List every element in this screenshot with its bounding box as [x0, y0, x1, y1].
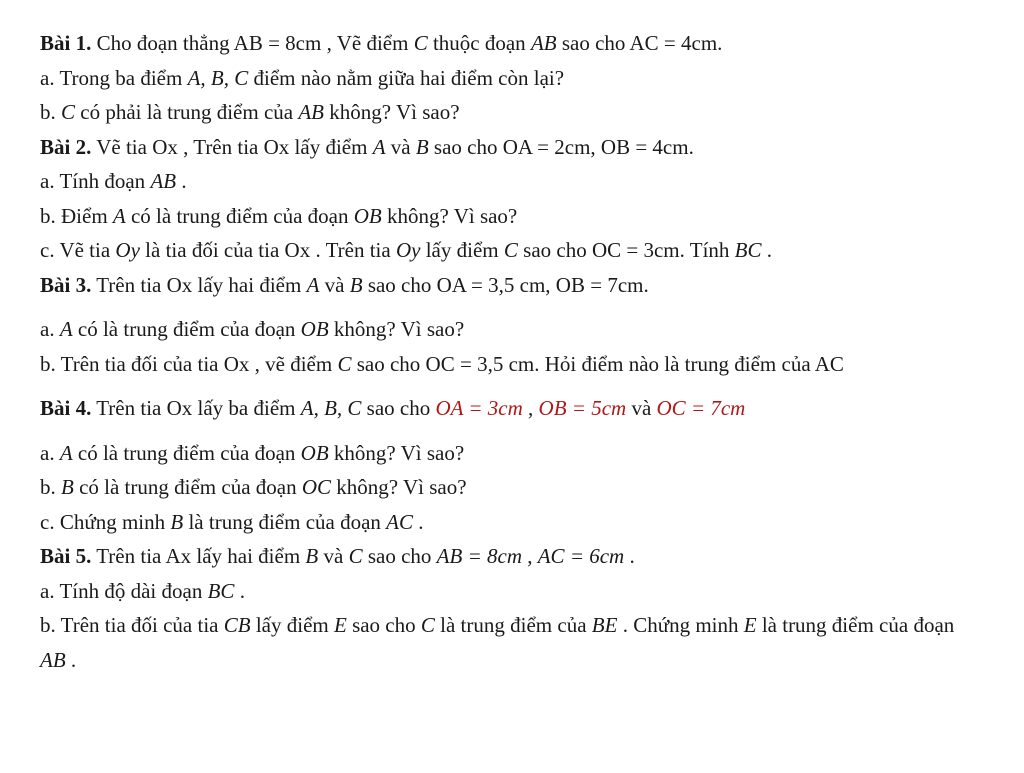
problem-2-part-b: b. Điểm A có là trung điểm của đoạn OB không? Vì sao? [40, 203, 518, 228]
problem-5-statement: Bài 5. Trên tia Ax lấy hai điểm B và C sao cho AB = 8cm , AC = 6cm . [40, 544, 635, 568]
problem-1-part-a: a. Trong ba điểm A, B, C điểm nào nằm giữa hai điểm còn lại? [40, 65, 565, 90]
problem-2-title: Bài 2. [40, 134, 92, 159]
problem-4-part-a: a. A có là trung điểm của đoạn OB không? Vì sao? [40, 440, 465, 465]
problem-4-part-c: c. Chứng minh B là trung điểm của đoạn AC . [40, 509, 424, 534]
problem-1-part-b: b. C có phải là trung điểm của AB không? Vì sao? [40, 100, 460, 124]
problem-1-statement: Bài 1. Cho đoạn thẳng AB = 8cm , Vẽ điểm C thuộc đoạn AB sao cho AC = 4cm. [40, 31, 723, 55]
problem-5-part-a: a. Tính độ dài đoạn BC . [40, 578, 245, 603]
problem-4-title: Bài 4. [40, 396, 92, 420]
problem-2-part-c: c. Vẽ tia Oy là tia đối của tia Ox . Trên tia Oy lấy điểm C sao cho OC = 3cm. Tính BC . [40, 238, 773, 262]
problem-3-statement: Bài 3. Trên tia Ox lấy hai điểm A và B sao cho OA = 3,5 cm, OB = 7cm. [40, 272, 649, 297]
problem-4-part-b: b. B có là trung điểm của đoạn OC không? Vì sao? [40, 475, 467, 499]
problem-5-part-b: b. Trên tia đối của tia CB lấy điểm E sao cho C là trung điểm của BE . Chứng minh E là trung điểm của đoạn AB . [40, 613, 955, 672]
problem-3-part-b: b. Trên tia đối của tia Ox , vẽ điểm C sao cho OC = 3,5 cm. Hỏi điểm nào là trung điểm của AC [40, 351, 844, 376]
problem-4-statement: Bài 4. Trên tia Ox lấy ba điểm A, B, C sao cho OA = 3cm , OB = 5cm và OC = 7cm [40, 396, 746, 420]
problem-2-part-a: a. Tính đoạn AB . [40, 169, 187, 193]
problem-5-title: Bài 5. [40, 544, 92, 568]
problem-3-part-a: a. A có là trung điểm của đoạn OB không? Vì sao? [40, 317, 465, 341]
problem-2-statement: Bài 2. Vẽ tia Ox , Trên tia Ox lấy điểm A và B sao cho OA = 2cm, OB = 4cm. [40, 134, 694, 159]
problem-3-title: Bài 3. [40, 272, 92, 297]
problem-1-title: Bài 1. [40, 31, 92, 55]
